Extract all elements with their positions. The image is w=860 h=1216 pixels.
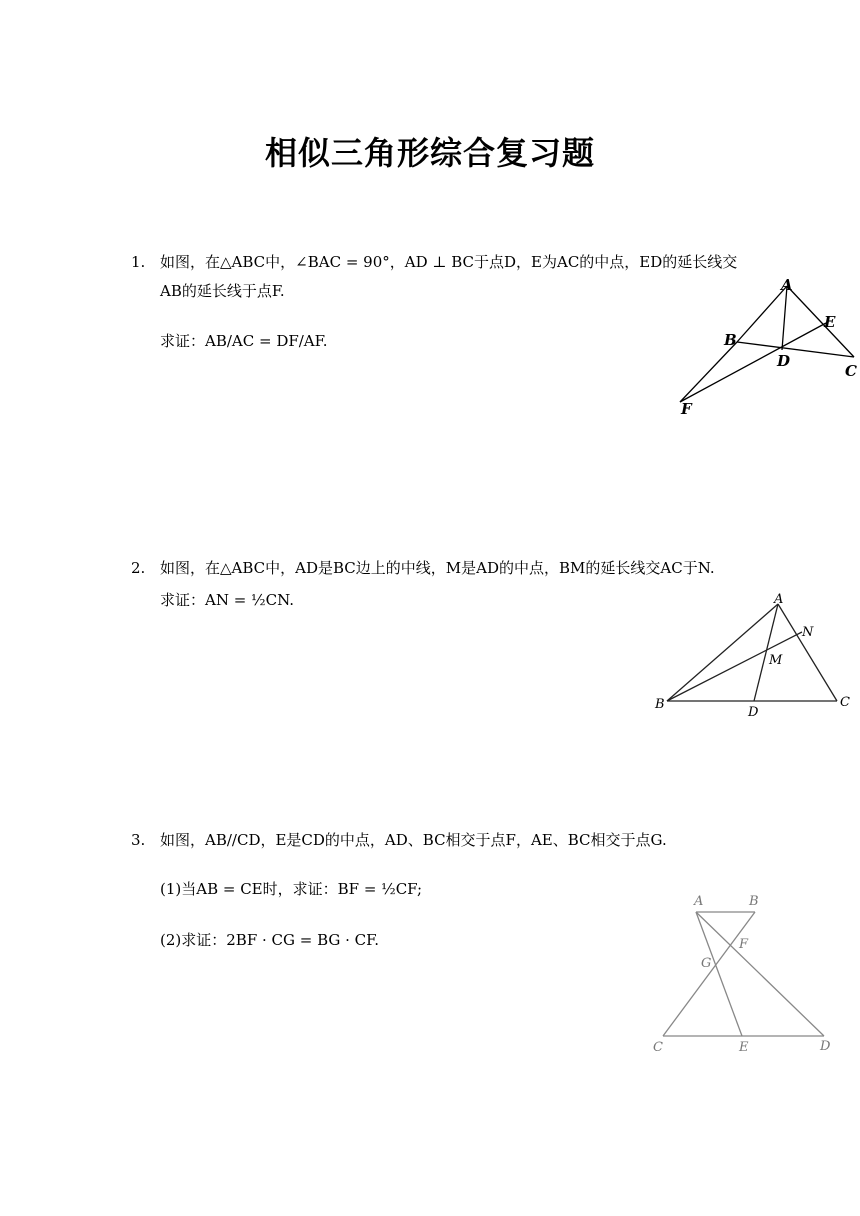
fig3-label-c: C: [653, 1040, 663, 1055]
fig2-label-c: C: [840, 695, 850, 710]
fig1-label-b: B: [724, 331, 737, 349]
fig3-label-d: D: [820, 1039, 831, 1054]
problem-1-text-line1: 如图，在△ABC中，∠BAC = 90°，AD ⊥ BC于点D，E为AC的中点，ED的延长线交: [160, 253, 738, 271]
problem-1-figure: [670, 272, 860, 422]
fig3-label-g: G: [701, 956, 712, 971]
problem-3-part2: (2)求证：2BF · CG = BG · CF.: [160, 931, 379, 949]
problem-2-figure: [650, 590, 860, 720]
fig2-label-m: M: [769, 653, 783, 668]
problem-3-number: 3.: [131, 831, 146, 849]
fig2-label-b: B: [655, 697, 665, 712]
page-title: 相似三角形综合复习题: [264, 134, 595, 172]
fig1-label-e: E: [824, 313, 836, 331]
problem-1-prove: 求证：AB/AC = DF/AF.: [160, 332, 328, 350]
fig2-label-a: A: [774, 592, 784, 607]
fig3-label-e: E: [739, 1040, 749, 1055]
problem-2-text-line1: 如图，在△ABC中，AD是BC边上的中线，M是AD的中点，BM的延长线交AC于N.: [160, 559, 715, 577]
problem-1-number: 1.: [131, 253, 146, 271]
fig1-label-a: A: [781, 276, 793, 294]
fig2-label-d: D: [748, 705, 759, 720]
problem-1-text-line2: AB的延长线于点F.: [160, 282, 285, 300]
problem-3-text-line1: 如图，AB//CD，E是CD的中点，AD、BC相交于点F，AE、BC相交于点G.: [160, 831, 667, 849]
fig3-label-b: B: [749, 894, 759, 909]
fig1-label-d: D: [777, 352, 791, 370]
fig1-label-c: C: [845, 362, 857, 380]
problem-2-prove: 求证：AN = ½CN.: [160, 591, 295, 609]
problem-3-part1: (1)当AB = CE时，求证：BF = ½CF;: [160, 880, 423, 898]
fig1-label-f: F: [681, 400, 692, 418]
fig2-label-n: N: [802, 625, 814, 640]
fig3-label-a: A: [694, 894, 704, 909]
fig3-label-f: F: [739, 937, 749, 952]
problem-3-figure: [645, 885, 845, 1060]
problem-2-number: 2.: [131, 559, 146, 577]
